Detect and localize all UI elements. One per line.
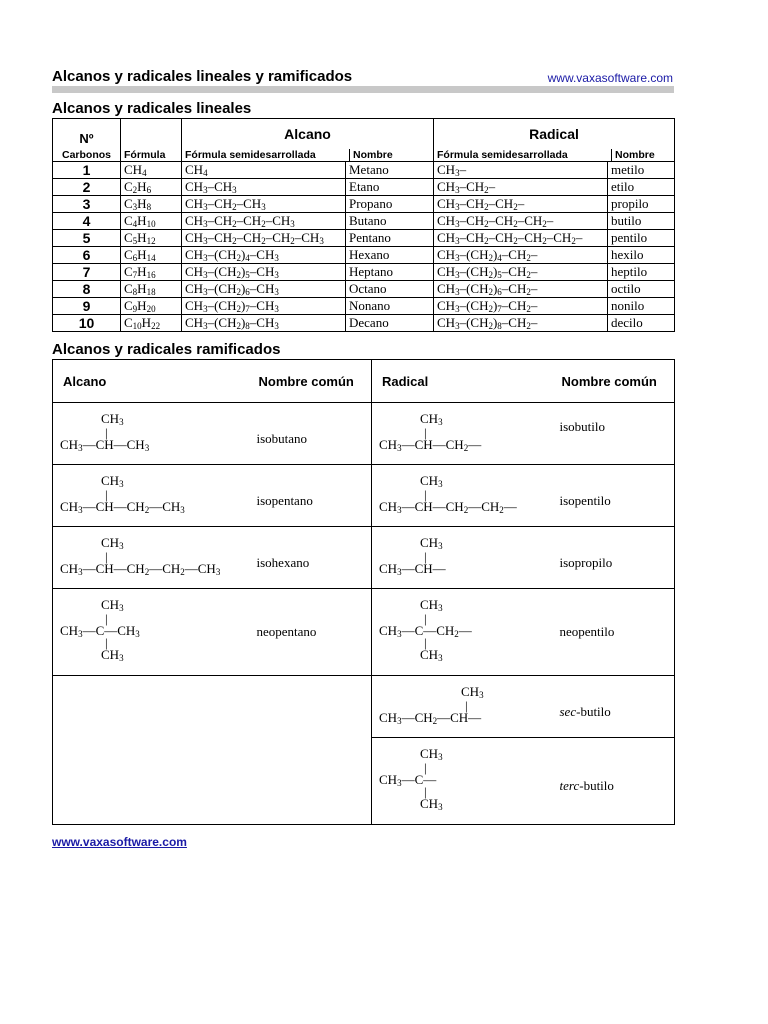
header-alcano-label: Alcano	[284, 126, 331, 142]
vertical-bond: |	[424, 549, 427, 564]
vertical-bond: |	[424, 760, 427, 775]
alkane-name: Pentano	[346, 230, 434, 247]
branch-ch3: $CH_3$	[420, 411, 443, 427]
structural-formula	[372, 527, 552, 588]
radical-common-name: terc-butilo	[552, 738, 675, 825]
radical-formula: $CH_3-CH_2-$	[434, 179, 608, 196]
vertical-bond: |	[424, 425, 427, 440]
molecular-formula: $C_4H_{10}$	[121, 213, 182, 230]
vertical-bond: |	[105, 487, 108, 502]
semi-formula: $CH_4$	[182, 162, 346, 179]
header-num	[53, 119, 121, 162]
radical-name: octilo	[608, 281, 675, 298]
header-formula	[121, 119, 182, 162]
page-title: Alcanos y radicales lineales y ramificados	[52, 68, 353, 85]
carbon-count: 8	[53, 281, 121, 298]
table-row	[53, 179, 675, 196]
alkane-name: Butano	[346, 213, 434, 230]
radical-structure-cell	[372, 465, 552, 527]
main-chain: $CH_3—CH—CH_2—CH_2—CH_3$	[60, 561, 221, 577]
table-row	[53, 315, 675, 332]
section-title-lineales: Alcanos y radicales lineales	[52, 100, 252, 117]
alkane-common-name: neopentano	[249, 589, 372, 676]
vertical-bond: |	[105, 611, 108, 626]
branch-ch3: $CH_3$	[420, 535, 443, 551]
header-carbonos: Carbonos	[61, 149, 111, 161]
radical-formula: $CH_3-(CH_2)_4-CH_2-$	[434, 247, 608, 264]
radical-common-name: isobutilo	[552, 403, 675, 465]
branch-ch3: $CH_3$	[101, 647, 124, 663]
section-title-ramificados: Alcanos y radicales ramificados	[52, 341, 281, 358]
table-row	[53, 676, 675, 738]
structural-formula	[53, 465, 249, 526]
table-row	[53, 230, 675, 247]
main-chain: $CH_3—CH—CH_2—CH_2—$	[379, 499, 517, 515]
branch-ch3: $CH_3$	[101, 597, 124, 613]
molecular-formula: $C_3H_8$	[121, 196, 182, 213]
molecular-formula: $CH_4$	[121, 162, 182, 179]
branched-alkanes-table	[52, 359, 675, 825]
branch-ch3: $CH_3$	[420, 796, 443, 812]
radical-formula: $CH_3-(CH_2)_5-CH_2-$	[434, 264, 608, 281]
carbon-count: 4	[53, 213, 121, 230]
header-semi-alcano: Fórmula semidesarrollada	[182, 149, 350, 161]
header-radical-label: Radical	[529, 126, 579, 142]
carbon-count: 10	[53, 315, 121, 332]
alkane-name: Propano	[346, 196, 434, 213]
structural-formula	[53, 527, 249, 588]
header-semi-radical: Fórmula semidesarrollada	[434, 149, 612, 161]
vertical-bond: |	[424, 487, 427, 502]
vertical-bond: |	[105, 549, 108, 564]
radical-structure-cell	[372, 589, 552, 676]
branch-ch3: $CH_3$	[101, 535, 124, 551]
header-radical	[434, 119, 675, 162]
molecular-formula: $C_2H_6$	[121, 179, 182, 196]
alkane-common-name	[249, 676, 372, 825]
semi-formula: $CH_3-(CH_2)_6-CH_3$	[182, 281, 346, 298]
alkane-structure-cell	[53, 589, 249, 676]
semi-formula: $CH_3-CH_3$	[182, 179, 346, 196]
semi-formula: $CH_3-(CH_2)_5-CH_3$	[182, 264, 346, 281]
radical-name: butilo	[608, 213, 675, 230]
alkane-structure-cell	[53, 403, 249, 465]
radical-common-name: neopentilo	[552, 589, 675, 676]
branch-ch3: $CH_3$	[420, 647, 443, 663]
molecular-formula: $C_{10}H_{22}$	[121, 315, 182, 332]
linear-alkanes-table	[52, 118, 675, 332]
branch-ch3: $CH_3$	[420, 597, 443, 613]
structural-formula	[372, 738, 552, 824]
header-num-label: Nº	[79, 131, 94, 146]
table-row	[53, 403, 675, 465]
table-row	[53, 247, 675, 264]
carbon-count: 6	[53, 247, 121, 264]
radical-name: metilo	[608, 162, 675, 179]
structural-formula	[372, 465, 552, 526]
vertical-bond: |	[105, 635, 108, 650]
radical-common-name: isopentilo	[552, 465, 675, 527]
header-formula-label: Fórmula	[124, 149, 166, 161]
main-chain: $CH_3—CH—CH_3$	[60, 437, 150, 453]
header-nombre-comun-1: Nombre común	[249, 360, 372, 403]
radical-name: heptilo	[608, 264, 675, 281]
alkane-structure-cell	[53, 527, 249, 589]
main-chain: $CH_3—CH_2—CH—$	[379, 710, 482, 726]
structural-formula	[372, 676, 552, 737]
radical-name: propilo	[608, 196, 675, 213]
branch-ch3: $CH_3$	[101, 411, 124, 427]
alkane-name: Hexano	[346, 247, 434, 264]
radical-formula: $CH_3-(CH_2)_7-CH_2-$	[434, 298, 608, 315]
table-row	[53, 589, 675, 676]
molecular-formula: $C_9H_{20}$	[121, 298, 182, 315]
branch-ch3: $CH_3$	[420, 473, 443, 489]
radical-name: etilo	[608, 179, 675, 196]
header-radical-ram: Radical	[372, 360, 552, 403]
radical-common-name: sec-butilo	[552, 676, 675, 738]
semi-formula: $CH_3-CH_2-CH_2-CH_2-CH_3$	[182, 230, 346, 247]
radical-structure-cell	[372, 403, 552, 465]
carbon-count: 1	[53, 162, 121, 179]
main-chain: $CH_3—CH—CH_2—$	[379, 437, 482, 453]
carbon-count: 7	[53, 264, 121, 281]
radical-formula: $CH_3-(CH_2)_8-CH_2-$	[434, 315, 608, 332]
radical-formula: $CH_3-CH_2-CH_2-$	[434, 196, 608, 213]
radical-name: nonilo	[608, 298, 675, 315]
table-row	[53, 465, 675, 527]
radical-structure-cell	[372, 676, 552, 738]
header-nombre-alcano: Nombre	[353, 149, 393, 161]
branch-ch3: $CH_3$	[461, 684, 484, 700]
vertical-bond: |	[424, 784, 427, 799]
alkane-common-name: isopentano	[249, 465, 372, 527]
footer-link[interactable]: www.vaxasoftware.com	[52, 835, 187, 849]
branch-ch3: $CH_3$	[420, 746, 443, 762]
semi-formula: $CH_3-(CH_2)_4-CH_3$	[182, 247, 346, 264]
table-row	[53, 196, 675, 213]
molecular-formula: $C_5H_{12}$	[121, 230, 182, 247]
radical-name: hexilo	[608, 247, 675, 264]
vertical-bond: |	[424, 635, 427, 650]
alkane-common-name: isobutano	[249, 403, 372, 465]
table-row	[53, 162, 675, 179]
structural-formula	[372, 403, 552, 464]
alkane-name: Decano	[346, 315, 434, 332]
main-chain: $CH_3—C—CH_2—$	[379, 623, 472, 639]
radical-name: decilo	[608, 315, 675, 332]
radical-formula: $CH_3-$	[434, 162, 608, 179]
alkane-name: Etano	[346, 179, 434, 196]
main-chain: $CH_3—C—$	[379, 772, 437, 788]
alkane-structure-cell	[53, 465, 249, 527]
radical-formula: $CH_3-CH_2-CH_2-CH_2-CH_2-$	[434, 230, 608, 247]
molecular-formula: $C_7H_{16}$	[121, 264, 182, 281]
carbon-count: 2	[53, 179, 121, 196]
header-nombre-radical: Nombre	[615, 149, 655, 161]
alkane-name: Metano	[346, 162, 434, 179]
semi-formula: $CH_3-(CH_2)_8-CH_3$	[182, 315, 346, 332]
table-row	[53, 213, 675, 230]
carbon-count: 9	[53, 298, 121, 315]
main-chain: $CH_3—CH—$	[379, 561, 446, 577]
radical-formula: $CH_3-CH_2-CH_2-CH_2-$	[434, 213, 608, 230]
table-row	[53, 264, 675, 281]
structural-formula	[53, 589, 249, 675]
radical-common-name: isopropilo	[552, 527, 675, 589]
structural-formula	[372, 589, 552, 675]
vertical-bond: |	[105, 425, 108, 440]
table-row	[53, 281, 675, 298]
header-nombre-comun-2: Nombre común	[552, 360, 675, 403]
main-chain: $CH_3—CH—CH_2—CH_3$	[60, 499, 185, 515]
site-link[interactable]: www.vaxasoftware.com	[547, 71, 673, 85]
carbon-count: 3	[53, 196, 121, 213]
semi-formula: $CH_3-CH_2-CH_3$	[182, 196, 346, 213]
alkane-common-name: isohexano	[249, 527, 372, 589]
semi-formula: $CH_3-(CH_2)_7-CH_3$	[182, 298, 346, 315]
alkane-structure-cell	[53, 676, 249, 825]
molecular-formula: $C_8H_{18}$	[121, 281, 182, 298]
radical-structure-cell	[372, 738, 552, 825]
header-alcano-ram: Alcano	[53, 360, 249, 403]
alkane-name: Octano	[346, 281, 434, 298]
radical-name: pentilo	[608, 230, 675, 247]
carbon-count: 5	[53, 230, 121, 247]
vertical-bond: |	[465, 698, 468, 713]
main-chain: $CH_3—C—CH_3$	[60, 623, 140, 639]
semi-formula: $CH_3-CH_2-CH_2-CH_3$	[182, 213, 346, 230]
radical-structure-cell	[372, 527, 552, 589]
radical-formula: $CH_3-(CH_2)_6-CH_2-$	[434, 281, 608, 298]
vertical-bond: |	[424, 611, 427, 626]
alkane-name: Nonano	[346, 298, 434, 315]
table-row	[53, 527, 675, 589]
header-rule	[52, 86, 674, 93]
alkane-name: Heptano	[346, 264, 434, 281]
header-alcano	[182, 119, 434, 162]
molecular-formula: $C_6H_{14}$	[121, 247, 182, 264]
branch-ch3: $CH_3$	[101, 473, 124, 489]
table-row	[53, 298, 675, 315]
structural-formula	[53, 403, 249, 464]
